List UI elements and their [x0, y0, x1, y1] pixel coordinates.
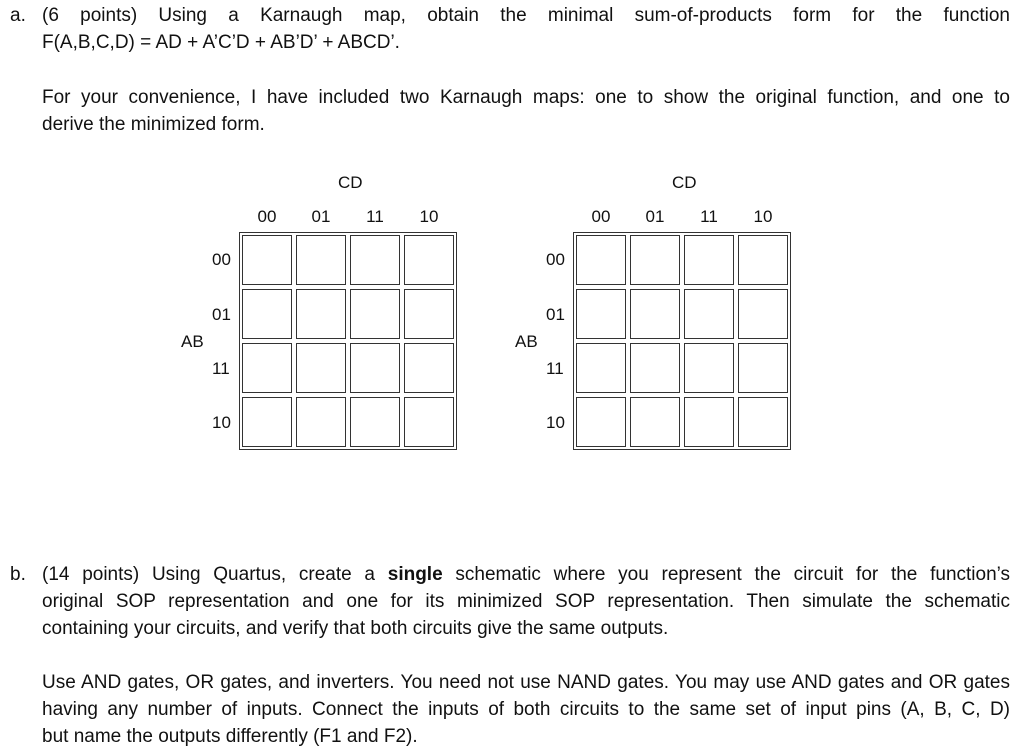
question-a-function: F(A,B,C,D) = AD + A’C’D + AB’D’ + ABCD’.: [42, 32, 400, 53]
kmap-cell[interactable]: [630, 343, 680, 393]
convenience-note: [42, 84, 1010, 138]
row-code: 01: [212, 305, 231, 324]
kmap-cell[interactable]: [296, 235, 346, 285]
kmap-cell[interactable]: [576, 289, 626, 339]
question-b-label: b.: [10, 564, 26, 585]
column-code: 00: [257, 207, 277, 226]
question-a-text: [42, 2, 1010, 56]
kmap-cell[interactable]: [684, 235, 734, 285]
ab-variable-label: AB: [181, 332, 204, 351]
kmap-cell[interactable]: [350, 343, 400, 393]
kmap-cell[interactable]: [350, 289, 400, 339]
row-code: 00: [546, 250, 565, 269]
question-b-line-1-post: schematic where you represent the circuit for the function’s: [455, 564, 1011, 585]
kmap-cell[interactable]: [296, 343, 346, 393]
row-code: 11: [546, 359, 564, 378]
question-b-line-3: containing your circuits, and verify that both circuits give the same outputs.: [42, 618, 669, 639]
kmap-grid: [573, 232, 791, 450]
question-b-line-1: [42, 561, 1010, 588]
karnaugh-map-original: [176, 168, 476, 458]
gates-line-3: but name the outputs differently (F1 and F2).: [42, 726, 418, 747]
kmap-cell[interactable]: [350, 235, 400, 285]
kmap-cell[interactable]: [738, 289, 788, 339]
row-code: 00: [212, 250, 231, 269]
gates-instructions: [42, 669, 1010, 750]
kmap-cell[interactable]: [296, 397, 346, 447]
kmap-cell[interactable]: [404, 343, 454, 393]
karnaugh-map-minimized: [510, 168, 810, 458]
gates-line-1: Use AND gates, OR gates, and inverters. You need not use NAND gates. You may use AND gates and OR gates: [42, 672, 1010, 693]
question-b-text: [42, 561, 1010, 642]
convenience-line-1: For your convenience, I have included two Karnaugh maps: one to show the original function, and one to: [42, 87, 1010, 108]
kmap-cell[interactable]: [242, 289, 292, 339]
kmap-cell[interactable]: [242, 235, 292, 285]
column-code: 10: [419, 207, 439, 226]
column-code: 00: [591, 207, 611, 226]
kmap-cell[interactable]: [296, 289, 346, 339]
ab-variable-label: AB: [515, 332, 538, 351]
kmap-cell[interactable]: [404, 397, 454, 447]
kmap-cell[interactable]: [242, 343, 292, 393]
kmap-grid: [239, 232, 457, 450]
kmap-cell[interactable]: [738, 397, 788, 447]
gates-line-2: having any number of inputs. Connect the inputs of both circuits to the same set of input pins (A, B, C, D): [42, 699, 1010, 720]
kmap-cell[interactable]: [576, 235, 626, 285]
kmap-cell[interactable]: [684, 343, 734, 393]
column-code: 01: [645, 207, 665, 226]
kmap-cell[interactable]: [630, 397, 680, 447]
row-code: 01: [546, 305, 565, 324]
kmap-cell[interactable]: [576, 343, 626, 393]
kmap-cell[interactable]: [242, 397, 292, 447]
column-code: 01: [311, 207, 331, 226]
question-a-line-1: (6 points) Using a Karnaugh map, obtain the minimal sum-of-products form for the function: [42, 5, 1010, 26]
kmap-cell[interactable]: [404, 235, 454, 285]
convenience-line-2: derive the minimized form.: [42, 114, 265, 135]
cd-variable-label: CD: [672, 173, 697, 192]
row-code: 10: [212, 413, 231, 432]
kmap-cell[interactable]: [630, 289, 680, 339]
column-code: 11: [700, 207, 718, 226]
kmap-cell[interactable]: [404, 289, 454, 339]
question-b-line-2: original SOP representation and one for its minimized SOP representation. Then simulate the schematic: [42, 591, 1010, 612]
question-b-line-1-pre: (14 points) Using Quartus, create a: [42, 564, 375, 585]
question-a-label: a.: [10, 5, 26, 26]
kmap-cell[interactable]: [738, 343, 788, 393]
kmap-cell[interactable]: [350, 397, 400, 447]
emphasis-single: single: [387, 564, 443, 585]
kmap-cell[interactable]: [684, 289, 734, 339]
row-code: 11: [212, 359, 230, 378]
cd-variable-label: CD: [338, 173, 363, 192]
column-code: 10: [753, 207, 773, 226]
kmap-cell[interactable]: [738, 235, 788, 285]
kmap-cell[interactable]: [576, 397, 626, 447]
row-code: 10: [546, 413, 565, 432]
kmap-cell[interactable]: [630, 235, 680, 285]
kmap-cell[interactable]: [684, 397, 734, 447]
column-code: 11: [366, 207, 384, 226]
